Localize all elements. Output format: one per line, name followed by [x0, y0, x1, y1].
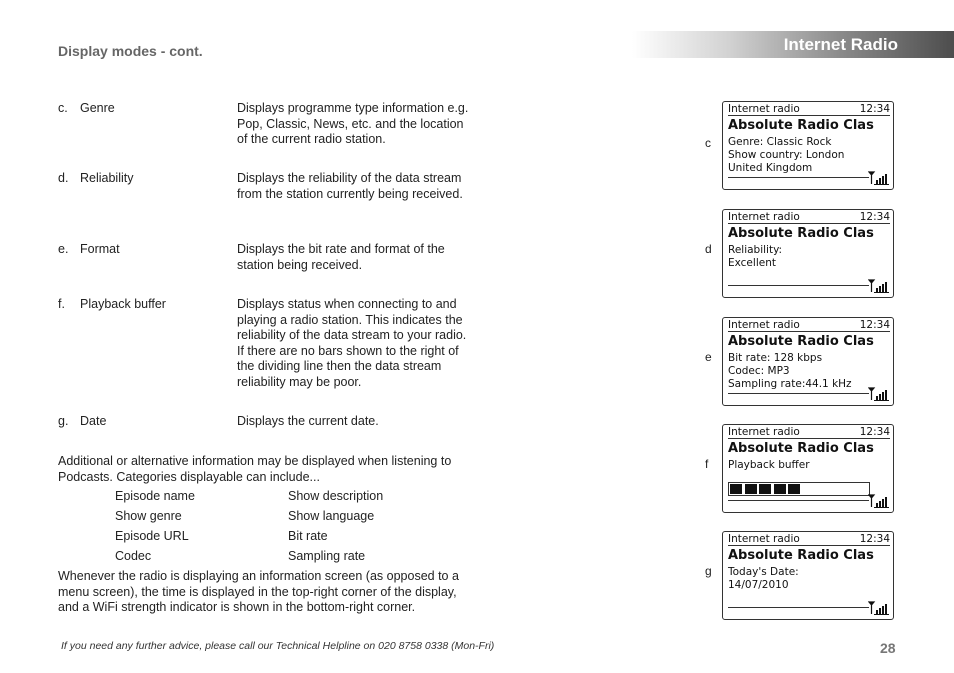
lcd-info-line: Today's Date: [728, 566, 799, 578]
lcd-time: 12:34 [859, 103, 890, 115]
category-item: Bit rate [288, 529, 328, 543]
buffer-segment [745, 484, 757, 494]
wifi-signal-icon [868, 279, 890, 293]
lcd-time: 12:34 [859, 211, 890, 223]
lcd-time: 12:34 [859, 533, 890, 545]
lcd-divider [728, 285, 869, 286]
item-term: Format [80, 242, 120, 256]
item-term: Genre [80, 101, 115, 115]
lcd-time: 12:34 [859, 319, 890, 331]
lcd-info-line: Codec: MP3 [728, 365, 790, 377]
lcd-top-bar [728, 425, 890, 439]
category-item: Show genre [115, 509, 182, 523]
lcd-info-line: United Kingdom [728, 162, 813, 174]
lcd-divider [728, 177, 869, 178]
page-title: Internet Radio [783, 35, 898, 54]
item-letter: f. [58, 297, 65, 311]
screen-label: g [705, 564, 712, 578]
item-letter: g. [58, 414, 69, 428]
item-term: Reliability [80, 171, 134, 185]
lcd-top-bar [728, 318, 890, 332]
screen-label: c [705, 136, 711, 150]
buffer-segment [759, 484, 771, 494]
buffer-bar [728, 482, 870, 496]
lcd-station: Absolute Radio Clas [728, 334, 874, 349]
lcd-top-bar [728, 532, 890, 546]
item-term: Playback buffer [80, 297, 166, 311]
item-letter: e. [58, 242, 69, 256]
podcast-intro: Additional or alternative information may be displayed when listening to Podcasts. Categories displayable can include... [58, 454, 452, 484]
lcd-divider [728, 393, 869, 394]
lcd-info-line: Playback buffer [728, 459, 810, 471]
lcd-info-line: Excellent [728, 257, 776, 269]
lcd-screen-genre [722, 101, 894, 190]
lcd-screen-reliability [722, 209, 894, 298]
category-item: Show description [288, 489, 384, 503]
lcd-top-bar [728, 210, 890, 224]
lcd-info-line: 14/07/2010 [728, 579, 789, 591]
helpline-note: If you need any further advice, please call our Technical Helpline on 020 8758 0338 (Mon-Fri) [61, 640, 495, 652]
lcd-station: Absolute Radio Clas [728, 441, 874, 456]
lcd-info-line: Sampling rate:44.1 kHz [728, 378, 852, 390]
category-item: Codec [115, 549, 152, 563]
lcd-mode: Internet radio [728, 319, 800, 331]
category-item: Episode URL [115, 529, 189, 543]
item-description: Displays the reliability of the data stream from the station currently being received. [237, 171, 463, 201]
lcd-top-bar [728, 102, 890, 116]
lcd-mode: Internet radio [728, 103, 800, 115]
lcd-info-line: Reliability: [728, 244, 783, 256]
lcd-info-line: Genre: Classic Rock [728, 136, 832, 148]
buffer-segment [774, 484, 786, 494]
buffer-segment [730, 484, 742, 494]
item-term: Date [80, 414, 107, 428]
section-title: Display modes - cont. [58, 43, 203, 59]
lcd-screen-date [722, 531, 894, 620]
lcd-mode: Internet radio [728, 533, 800, 545]
screen-label: e [705, 350, 712, 364]
item-letter: c. [58, 101, 68, 115]
lcd-divider [728, 607, 869, 608]
screen-label: d [705, 242, 712, 256]
lcd-info-line: Bit rate: 128 kbps [728, 352, 823, 364]
category-item: Episode name [115, 489, 195, 503]
header-bar [632, 31, 954, 58]
wifi-signal-icon [868, 601, 890, 615]
lcd-station: Absolute Radio Clas [728, 226, 874, 241]
lcd-time: 12:34 [859, 426, 890, 438]
lcd-screen-playback-buffer [722, 424, 894, 513]
category-item: Show language [288, 509, 375, 523]
item-description: Displays status when connecting to and playing a radio station. This indicates the reliability of the data stream to your radio. If there are no bars shown to the right of the dividing line then the data stream reliability may be poor. [237, 297, 467, 389]
lcd-info-line: Show country: London [728, 149, 845, 161]
category-item: Sampling rate [288, 549, 366, 563]
lcd-station: Absolute Radio Clas [728, 118, 874, 133]
lcd-screen-format [722, 317, 894, 406]
buffer-segment [788, 484, 800, 494]
page-number: 28 [880, 640, 896, 656]
wifi-signal-icon [868, 171, 890, 185]
item-description: Displays the bit rate and format of the station being received. [237, 242, 445, 272]
screen-label: f [705, 457, 709, 471]
lcd-mode: Internet radio [728, 211, 800, 223]
item-letter: d. [58, 171, 69, 185]
item-description: Displays the current date. [237, 414, 379, 428]
closing-paragraph: Whenever the radio is displaying an information screen (as opposed to a menu screen), the time is displayed in the top-right corner of the display, and a WiFi strength indicator is shown in the bottom-right corner. [58, 569, 459, 615]
item-description: Displays programme type information e.g. Pop, Classic, News, etc. and the location of the current radio station. [237, 101, 469, 147]
wifi-signal-icon [868, 387, 890, 401]
wifi-signal-icon [868, 494, 890, 508]
lcd-mode: Internet radio [728, 426, 800, 438]
lcd-divider [728, 500, 869, 501]
lcd-station: Absolute Radio Clas [728, 548, 874, 563]
